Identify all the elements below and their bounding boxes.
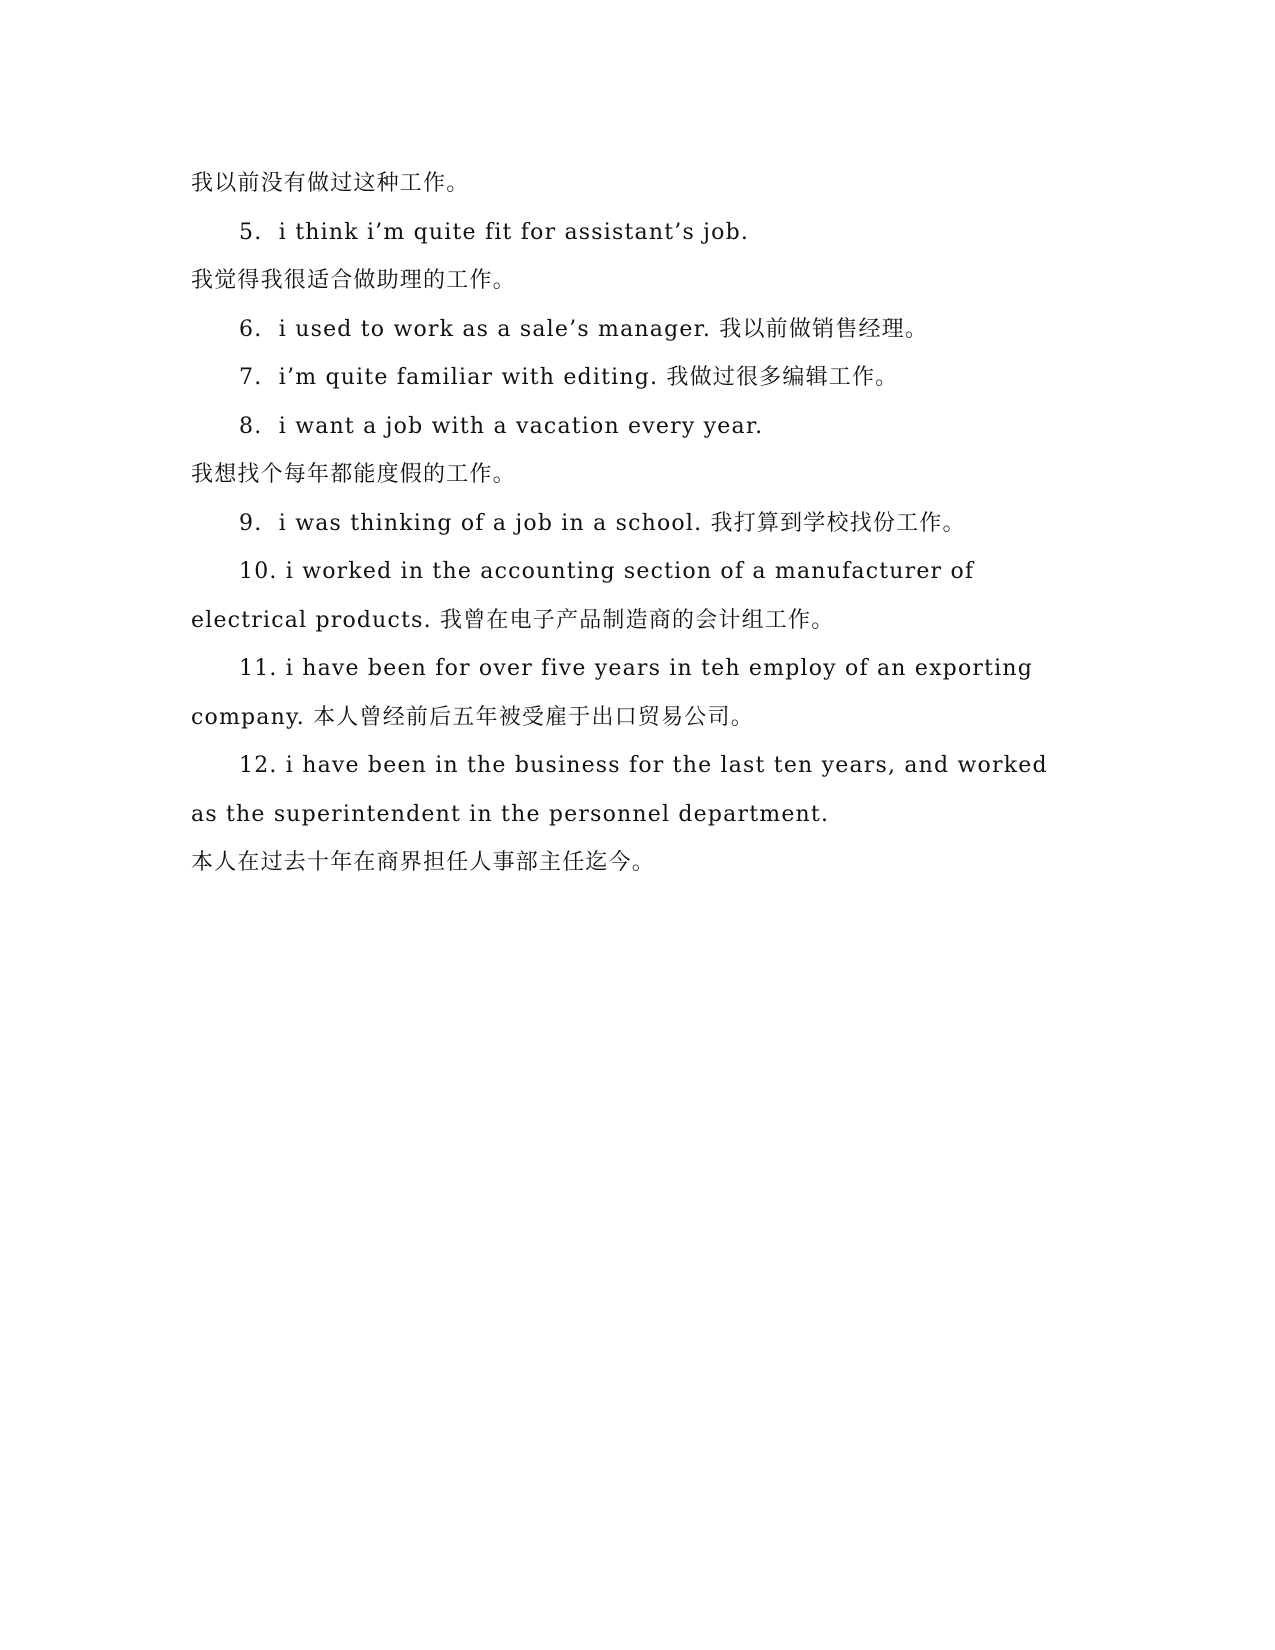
text-line: 我觉得我很适合做助理的工作。 (191, 268, 516, 293)
text-line: 本人在过去十年在商界担任人事部主任迄今。 (191, 850, 656, 875)
text-line: 我想找个每年都能度假的工作。 (191, 462, 516, 487)
text-line: 9. i was thinking of a job in a school. 我打算到学校找份工作。 (239, 510, 966, 536)
text-line: 10. i worked in the accounting section of a manufacturer of (239, 559, 975, 584)
text-line: 5. i think i’m quite fit for assistant’s job. (239, 219, 750, 245)
text-line: company. 本人曾经前后五年被受雇于出口贸易公司。 (191, 704, 754, 730)
text-line: 12. i have been in the business for the last ten years, and worked (239, 753, 1048, 778)
text-line: 我以前没有做过这种工作。 (191, 171, 470, 196)
text-line: 6. i used to work as a sale’s manager. 我以前做销售经理。 (239, 316, 929, 342)
text-line: electrical products. 我曾在电子产品制造商的会计组工作。 (191, 607, 835, 633)
text-line: 11. i have been for over five years in teh employ of an exporting (239, 656, 1034, 681)
text-line: 7. i’m quite familiar with editing. 我做过很多编辑工作。 (239, 365, 899, 390)
text-line: 8. i want a job with a vacation every year. (239, 413, 764, 439)
text-line: as the superintendent in the personnel department. (191, 801, 830, 827)
document-body (191, 160, 1071, 888)
